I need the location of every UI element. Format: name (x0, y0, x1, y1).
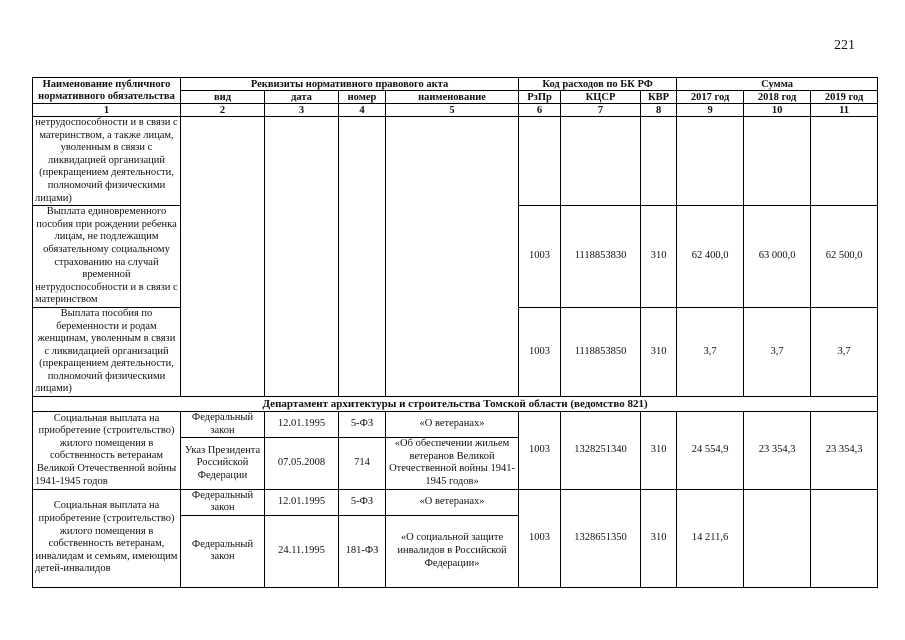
empty-cell (744, 117, 811, 206)
kvr-cell: 310 (641, 307, 677, 396)
kvr-cell: 310 (641, 489, 677, 587)
kcsr-cell: 1328651350 (561, 489, 641, 587)
obligation-name: Социальная выплата на приобретение (строительство) жилого помещения в собственность ветеранам, инвалидам и семьям, имеющим детей-инвалидов (33, 489, 181, 587)
department-row (33, 397, 878, 412)
empty-cell (339, 117, 386, 397)
table-row (33, 117, 878, 206)
col-number: 10 (744, 104, 811, 117)
header-title: наименование (386, 91, 519, 104)
obligation-name: Выплата единовременного пособия при рождении ребенка лицам, не подлежащим обязательному социальному страхованию на случай временной нетрудоспособности и в связи с материнством (33, 206, 181, 308)
act-title-cell: «Об обеспечении жильем ветеранов Великой Отечественной войны 1941-1945 годов» (386, 438, 519, 489)
header-number: номер (339, 91, 386, 104)
empty-cell (386, 117, 519, 397)
kvr-cell: 310 (641, 412, 677, 490)
act-type-cell: Федеральный закон (181, 515, 265, 587)
header-2018: 2018 год (744, 91, 811, 104)
header-kvr: КВР (641, 91, 677, 104)
act-date-cell: 07.05.2008 (265, 438, 339, 489)
sum-2019-cell: 62 500,0 (811, 206, 878, 308)
sum-2019-cell: 3,7 (811, 307, 878, 396)
col-number: 1 (33, 104, 181, 117)
obligation-name: Выплата пособия по беременности и родам женщинам, уволенным в связи с ликвидацией организаций (прекращением деятельности, полномочий физическими лицами) (33, 307, 181, 396)
empty-cell (677, 117, 744, 206)
obligations-table (32, 77, 878, 588)
act-number-cell: 181-ФЗ (339, 515, 386, 587)
kcsr-cell: 1118853830 (561, 206, 641, 308)
empty-cell (519, 117, 561, 206)
header-number-row (33, 104, 878, 117)
sum-2017-cell: 3,7 (677, 307, 744, 396)
sum-2019-cell (811, 489, 878, 587)
kvr-cell: 310 (641, 206, 677, 308)
rzpr-cell: 1003 (519, 412, 561, 490)
act-date-cell: 24.11.1995 (265, 515, 339, 587)
col-number: 9 (677, 104, 744, 117)
act-number-cell: 5-ФЗ (339, 489, 386, 515)
table-row (33, 412, 878, 438)
rzpr-cell: 1003 (519, 489, 561, 587)
header-vid: вид (181, 91, 265, 104)
sum-2017-cell: 62 400,0 (677, 206, 744, 308)
header-rzpr: РзПр (519, 91, 561, 104)
act-type-cell: Федеральный закон (181, 412, 265, 438)
table-row (33, 489, 878, 515)
col-number: 5 (386, 104, 519, 117)
col-number: 7 (561, 104, 641, 117)
col-number: 6 (519, 104, 561, 117)
col-number: 2 (181, 104, 265, 117)
empty-cell (265, 117, 339, 397)
header-sum: Сумма (677, 78, 878, 91)
act-date-cell: 12.01.1995 (265, 489, 339, 515)
sum-2018-cell: 23 354,3 (744, 412, 811, 490)
sum-2017-cell: 14 211,6 (677, 489, 744, 587)
act-type-cell: Указ Президента Российской Федерации (181, 438, 265, 489)
act-date-cell: 12.01.1995 (265, 412, 339, 438)
obligation-name: нетрудоспособности и в связи с материнством, а также лицам, уволенным в связи с ликвидацией организаций (прекращением деятельности, полномочий физическими лицами) (33, 117, 181, 206)
empty-cell (811, 117, 878, 206)
page-number: 221 (834, 38, 855, 53)
header-kbk: Код расходов по БК РФ (519, 78, 677, 91)
col-number: 8 (641, 104, 677, 117)
kcsr-cell: 1118853850 (561, 307, 641, 396)
col-number: 11 (811, 104, 878, 117)
kcsr-cell: 1328251340 (561, 412, 641, 490)
header-2017: 2017 год (677, 91, 744, 104)
header-2019: 2019 год (811, 91, 878, 104)
department-heading: Департамент архитектуры и строительства Томской области (ведомство 821) (33, 397, 878, 412)
act-number-cell: 5-ФЗ (339, 412, 386, 438)
sum-2019-cell: 23 354,3 (811, 412, 878, 490)
obligation-name: Социальная выплата на приобретение (строительство) жилого помещения в собственность ветеранам Великой Отечественной войны 1941-1945 годов (33, 412, 181, 490)
header-kcsr: КЦСР (561, 91, 641, 104)
header-requisites: Реквизиты нормативного правового акта (181, 78, 519, 91)
rzpr-cell: 1003 (519, 206, 561, 308)
act-title-cell: «О ветеранах» (386, 489, 519, 515)
empty-cell (561, 117, 641, 206)
header-date: дата (265, 91, 339, 104)
act-number-cell: 714 (339, 438, 386, 489)
header-name-col: Наименование публичного нормативного обязательства (33, 78, 181, 104)
sum-2018-cell: 3,7 (744, 307, 811, 396)
empty-cell (641, 117, 677, 206)
rzpr-cell: 1003 (519, 307, 561, 396)
sum-2018-cell (744, 489, 811, 587)
sum-2018-cell: 63 000,0 (744, 206, 811, 308)
act-title-cell: «О социальной защите инвалидов в Российской Федерации» (386, 515, 519, 587)
header-row-1 (33, 78, 878, 91)
empty-cell (181, 117, 265, 397)
act-title-cell: «О ветеранах» (386, 412, 519, 438)
col-number: 3 (265, 104, 339, 117)
act-type-cell: Федеральный закон (181, 489, 265, 515)
col-number: 4 (339, 104, 386, 117)
sum-2017-cell: 24 554,9 (677, 412, 744, 490)
